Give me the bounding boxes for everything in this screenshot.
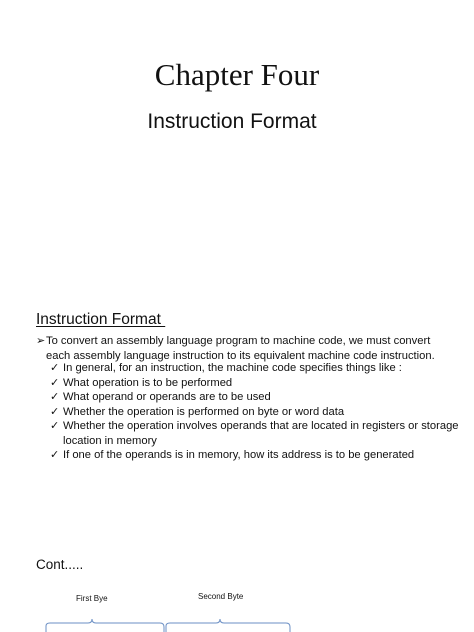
check-mark-icon: ✓ [50,420,60,432]
second-byte-brace [166,619,290,632]
chapter-title: Chapter Four [154,57,320,92]
first-byte-brace [46,619,164,632]
list-item-text: Whether the operation is performed on byte or word data [63,405,345,418]
intro-text: To convert an assembly language program to machine code, we must convert each assembly language instruction to its equivalent machine code instruction. [46,335,435,362]
second-byte-label: Second Byte [198,592,244,601]
list-item-text: If one of the operands is in memory, how its address is to be generated [63,449,415,461]
check-mark-icon: ✓ [50,449,60,461]
list-item-text: What operation is to be performed [63,376,233,389]
check-mark-icon: ✓ [50,376,60,389]
first-byte-label: First Bye [76,594,108,603]
list-item-text: What operand or operands are to be used [63,391,271,403]
check-mark-icon: ✓ [50,391,60,403]
cont-label: Cont..... [36,557,84,572]
check-mark-icon: ✓ [50,405,60,418]
list-item-text: In general, for an instruction, the machine code specifies things like : [63,362,402,374]
section-heading: Instruction Format [36,311,166,328]
list-item-text: Whether the operation involves operands that are located in registers or storage location in memory [63,420,459,447]
chapter-subtitle: Instruction Format [147,110,317,133]
arrowhead-bullet-icon: ➢ [36,335,46,347]
check-mark-icon: ✓ [50,362,60,374]
